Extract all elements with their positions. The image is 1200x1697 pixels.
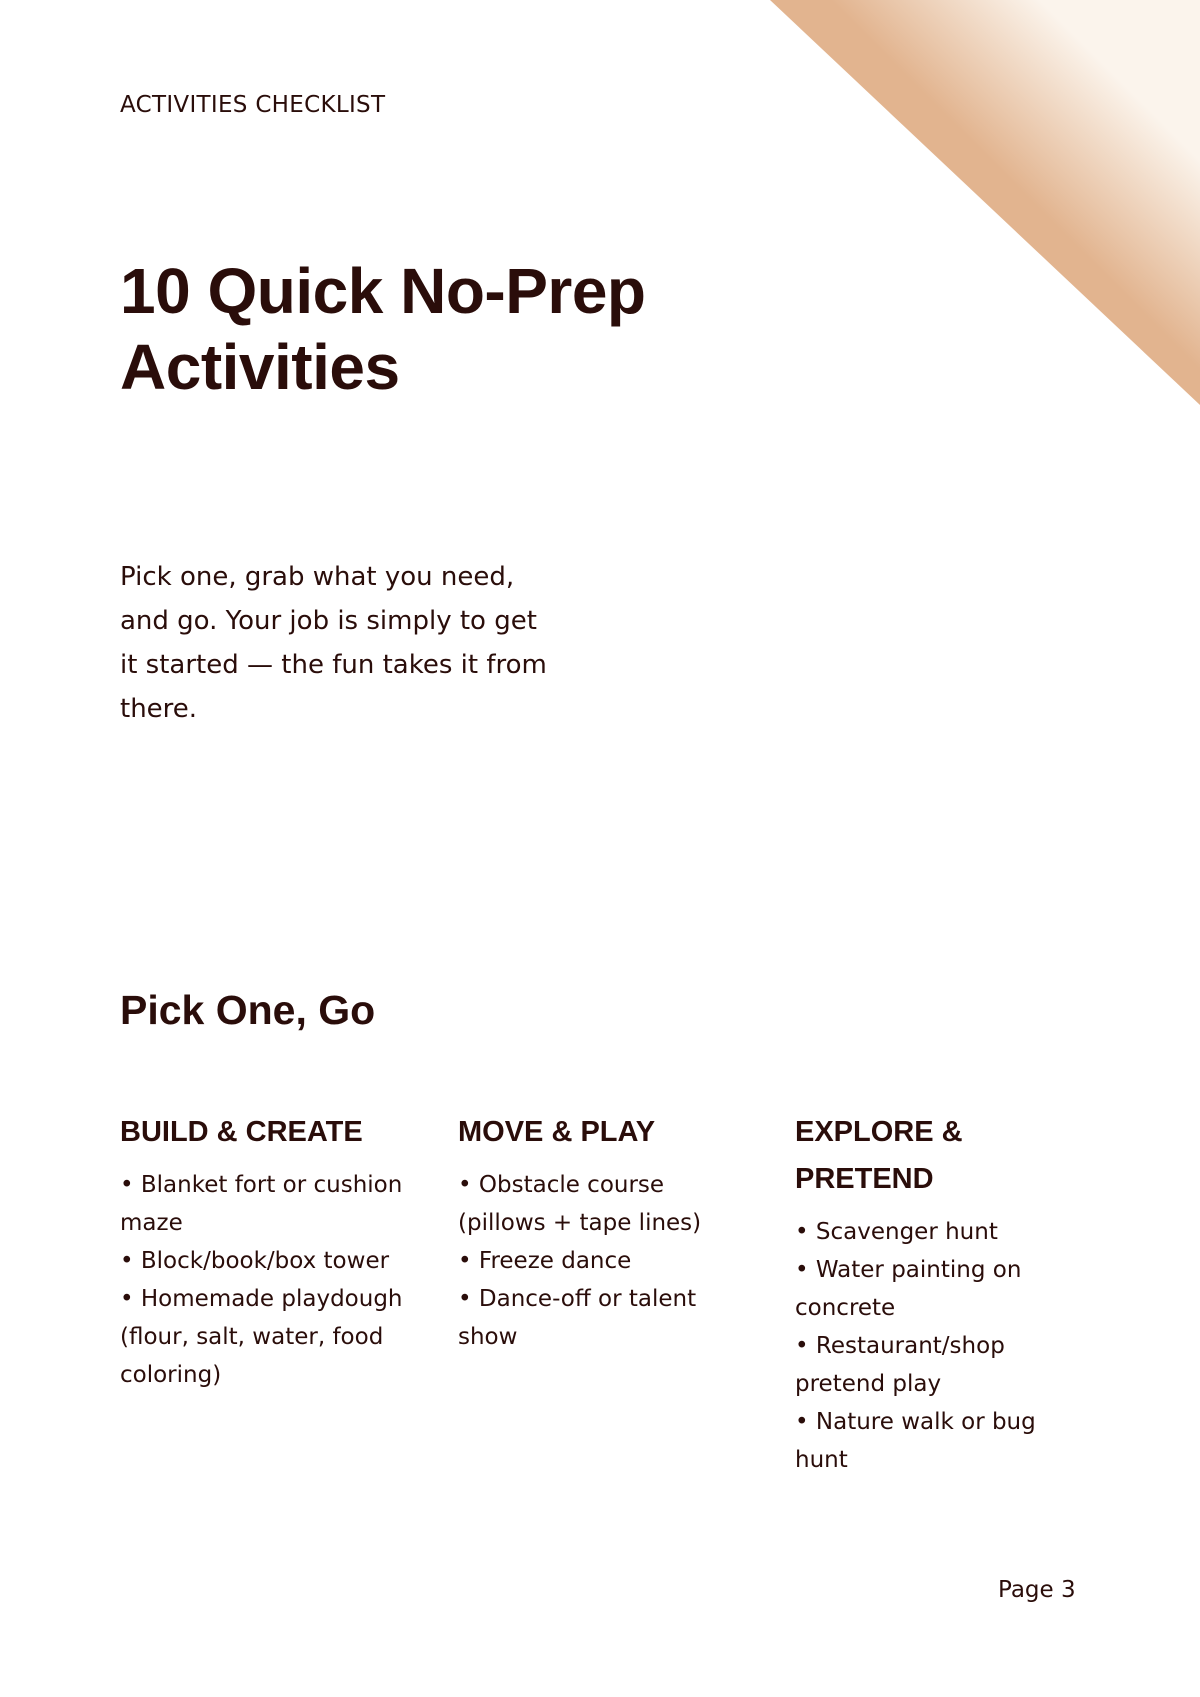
section-heading: Pick One, Go: [120, 987, 376, 1033]
column-heading: MOVE & PLAY: [458, 1116, 656, 1148]
list-item: • Restaurant/shop pretend play: [795, 1327, 1055, 1403]
activity-list: [458, 1166, 758, 1356]
page-number: Page 3: [998, 1577, 1076, 1603]
list-item: • Dance-off or talent show: [458, 1280, 758, 1356]
list-item: • Homemade playdough (flour, salt, water, food coloring): [120, 1280, 420, 1394]
activity-list: [795, 1213, 1055, 1479]
list-item: • Freeze dance: [458, 1242, 758, 1280]
list-item: • Scavenger hunt: [795, 1213, 1055, 1251]
list-item: • Nature walk or bug hunt: [795, 1403, 1055, 1479]
intro-paragraph: Pick one, grab what you need, and go. Your job is simply to get it started — the fun takes it from there.: [120, 562, 547, 724]
column-heading: BUILD & CREATE: [120, 1116, 363, 1148]
activity-list: [120, 1166, 420, 1394]
column-build-create: [120, 1109, 420, 1394]
list-item: • Water painting on concrete: [795, 1251, 1055, 1327]
column-heading: EXPLORE & PRETEND: [795, 1116, 963, 1195]
document-eyebrow: ACTIVITIES CHECKLIST: [120, 92, 386, 118]
page-title: 10 Quick No-Prep Activities: [120, 255, 646, 403]
column-explore-pretend: [795, 1109, 1055, 1479]
list-item: • Block/book/box tower: [120, 1242, 420, 1280]
column-move-play: [458, 1109, 758, 1356]
list-item: • Blanket fort or cushion maze: [120, 1166, 420, 1242]
list-item: • Obstacle course (pillows + tape lines): [458, 1166, 758, 1242]
